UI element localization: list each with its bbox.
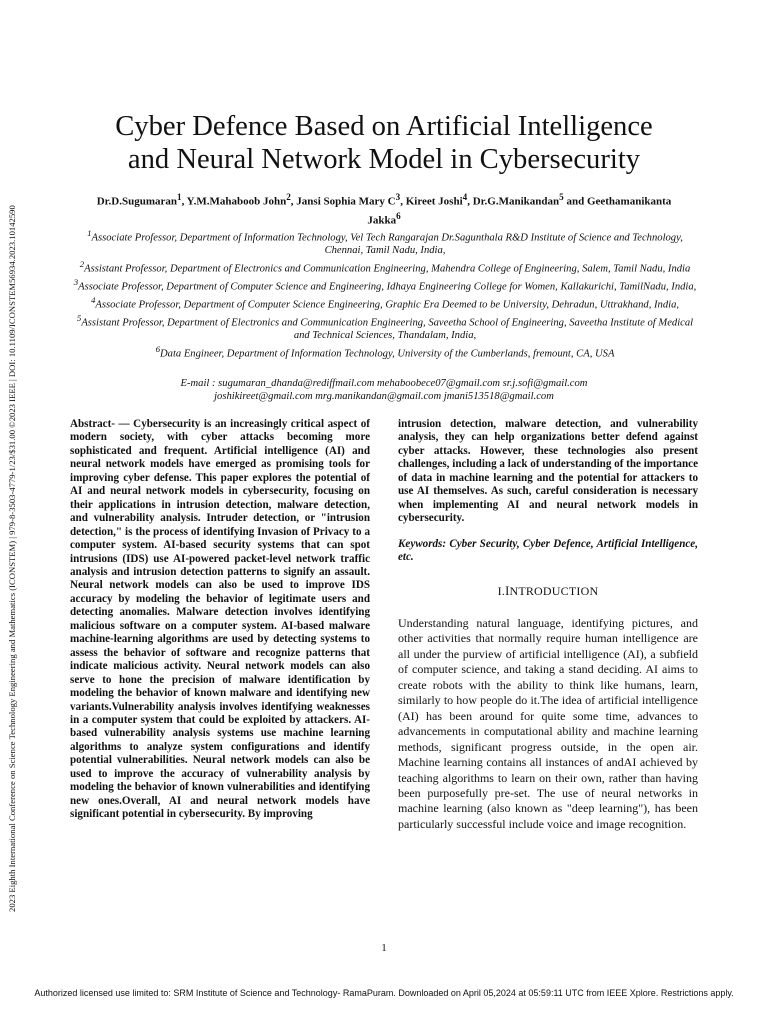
right-column bbox=[398, 418, 698, 832]
title-line-1: Cyber Defence Based on Artificial Intelligence bbox=[115, 111, 653, 142]
author-2-sup: 2 bbox=[286, 192, 291, 202]
section-rest: NTRODUCTION bbox=[509, 583, 599, 598]
affiliation-3: $^3$Associate Professor, Department of Computer Science and Engineering, Idhaya Engineering College for Women, Kallakurichi, TamilNadu, India, bbox=[73, 276, 697, 293]
affiliation-2: $^2$Assistant Professor, Department of Electronics and Communication Engineering, Mahendra College of Engineering, Salem, Tamil Nadu, India bbox=[79, 258, 691, 275]
email-line-1: E-mail : sugumaran_dhanda@rediffmail.com mehaboobece07@gmail.com sr.j.sofi@gmail.com bbox=[180, 378, 588, 389]
abstract-text: Abstract- — Cybersecurity is an increasingly critical aspect of modern society, with cyber attacks becoming more sophisticated and frequent. Artificial intelligence (AI) and neural network models have emerged as promising tools for improving cyber defense. This paper explores the potential of AI and neural network models in cybersecurity, focusing on their applications in intrusion detection, malware detection, and vulnerability analysis. Intruder detection, or "intrusion detection," is the process of identifying Invasion of Privacy to a computer system. AI-based security systems that can spot intrusions (IDS) use AI-powered packet-level network traffic analysis and intrusion detection patterns to signify an assault. Neural network models can also be used to improve IDS accuracy by modeling the behavior of legitimate users and detecting anomalies. Malware detection involves identifying malicious software on a computer system. AI-based malware machine-learning algorithms are used by detecting systems to assess the behavior of software and recognize patterns that indicate malicious activity. Neural network models can also serve to hone the precision of malware identification by modeling the behavior of known malware and identifying new variants.Vulnerability analysis involves identifying weaknesses in a computer system that could be exploited by attackers. AI-based vulnerability analysis systems use machine learning algorithms to analyze system configurations and identify potential vulnerabilities. Neural network models can also be used to improve the accuracy of vulnerability analysis by modeling the behavior of known vulnerabilities and identifying new ones.Overall, AI and neural network models have significant potential in cybersecurity. By improving bbox=[70, 418, 370, 821]
author-4-sup: 4 bbox=[462, 192, 468, 202]
email-line-2: joshikireet@gmail.com mrg.manikandan@gmail.com jmani513518@gmail.com bbox=[214, 390, 554, 402]
email-block bbox=[90, 378, 678, 403]
affiliation-4: $^4$Associate Professor, Department of Computer Science Engineering, Graphic Era Deemed to be University, Dehradun, Uttrakhand, India, bbox=[90, 294, 680, 311]
author-1: Dr.D.Sugumaran bbox=[96, 195, 177, 208]
left-column bbox=[70, 418, 370, 822]
page-number: 1 bbox=[381, 942, 387, 954]
author-6-sup: 6 bbox=[396, 210, 401, 221]
author-list bbox=[80, 190, 688, 227]
affiliation-6: $^6$Data Engineer, Department of Information Technology, University of the Cumberlands, fremount, CA, USA bbox=[155, 343, 615, 360]
author-2: , Y.M.Mahaboob John bbox=[181, 195, 287, 208]
section-heading-introduction bbox=[398, 585, 698, 598]
license-footer: Authorized licensed use limited to: SRM Institute of Science and Technology- RamaPuram. Downloaded on April 05,2024 at 05:59:11 UTC from IEEE Xplore. Restrictions apply. bbox=[34, 988, 734, 998]
section-initial: I bbox=[505, 583, 510, 598]
keywords: Keywords: Cyber Security, Cyber Defence, Artificial Intelligence, etc. bbox=[398, 537, 698, 564]
author-3-sup: 3 bbox=[395, 192, 401, 202]
introduction-paragraph: Understanding natural language, identifying pictures, and other activities that normally require human intelligence are all under the purview of artificial intelligence (AI), a subfield of computer science, and taking a stand deciding. AI aims to create robots with the ability to think like humans, learn, similarly to how people do it.The idea of artificial intelligence (AI) has been around for quite some time, advances to advancements in computational ability and machine learning methods, significant progress outside, in the open air. Machine learning contains all instances of andAI achieved by teaching algorithms to learn on their own, rather than having been purposefully pre-set. The use of neural networks in machine learning (also known as "deep learning"), has been particularly successful include voice and image recognition. bbox=[398, 615, 698, 831]
paper-title bbox=[60, 110, 708, 176]
doi-side-note bbox=[7, 112, 21, 912]
author-5: , Dr.G.Manikandan bbox=[467, 195, 560, 208]
author-6: and Geethamanikanta Jakka bbox=[367, 195, 672, 227]
doi-side-note-text: 2023 Eighth International Conference on Science Technology Engineering and Mathematics (ICONSTEM) | 979-8-3503-4779-1/23/$31.00 ©2023 IEEE | DOI: 10.1109/ICONSTEM56934.2023.10142590 bbox=[7, 205, 17, 912]
author-1-sup: 1 bbox=[177, 192, 182, 202]
affiliation-list bbox=[70, 227, 700, 361]
section-number: I. bbox=[497, 583, 506, 598]
author-5-sup: 5 bbox=[559, 192, 564, 202]
affiliation-5: $^5$Assistant Professor, Department of Electronics and Communication Engineering, Saveetha School of Engineering, Saveetha Institute of Medical and Technical Sciences, Thandalam, India, bbox=[76, 313, 694, 342]
abstract-continued: intrusion detection, malware detection, and vulnerability analysis, they can help organizations better defend against cyber attacks. However, these technologies also present challenges, including a lack of understanding of the importance of data in machine learning and the potential for attackers to use AI themselves. As such, careful consideration is necessary when implementing AI and neural network models in cybersecurity. bbox=[398, 418, 698, 525]
title-line-2: and Neural Network Model in Cybersecurity bbox=[127, 144, 641, 175]
author-3: , Jansi Sophia Mary C bbox=[290, 195, 396, 208]
author-4: , Kireet Joshi bbox=[400, 195, 463, 208]
affiliation-1: $^1$Associate Professor, Department of Information Technology, Vel Tech Rangarajan Dr.Sagunthala R&D Institute of Science and Technology, Chennai, Tamil Nadu, India, bbox=[87, 228, 683, 257]
